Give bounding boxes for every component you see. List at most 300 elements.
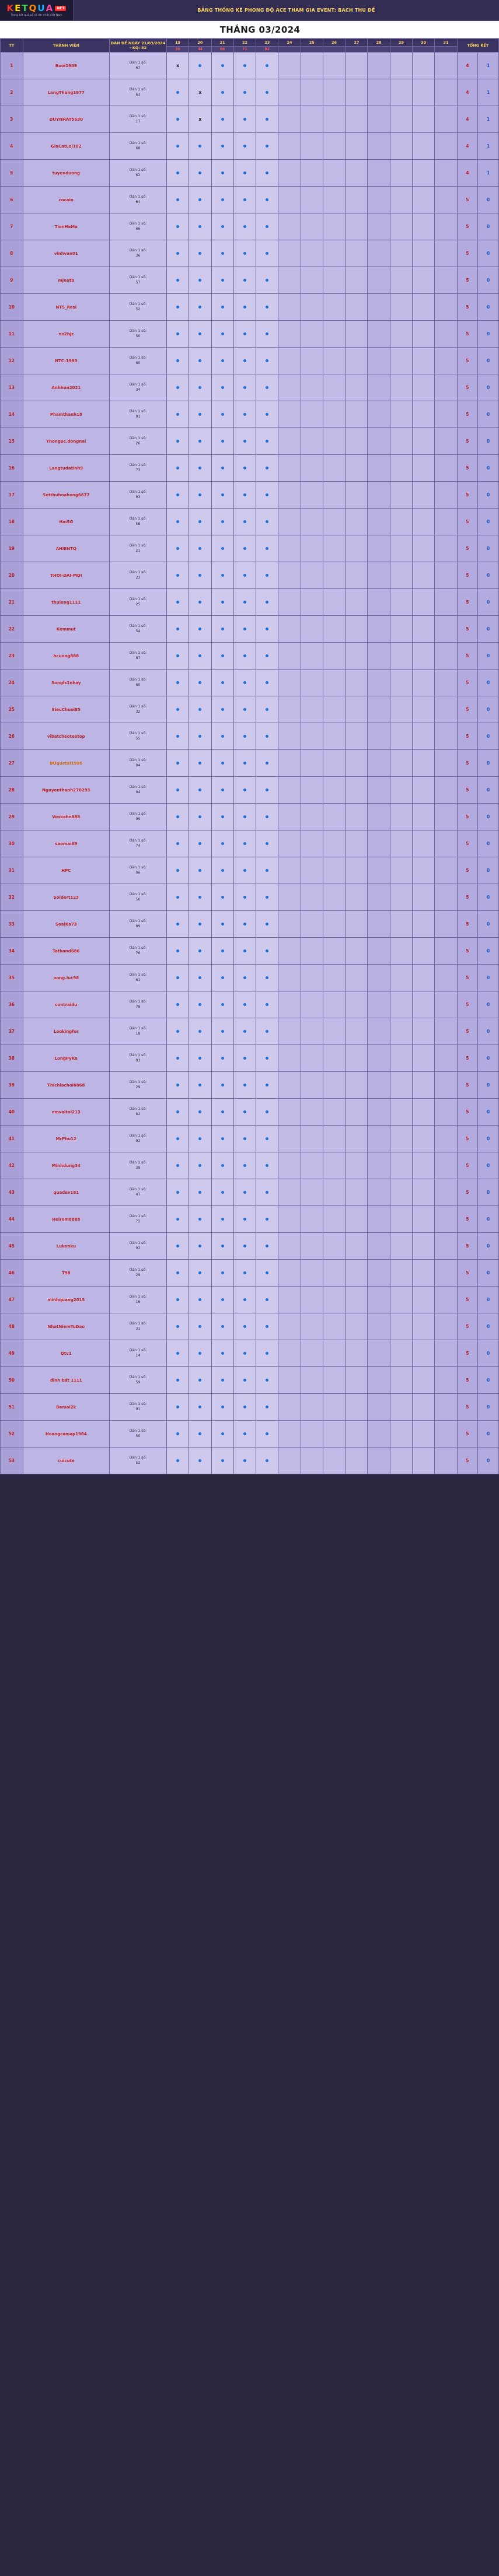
day-cell[interactable] bbox=[323, 321, 345, 348]
day-cell[interactable] bbox=[166, 401, 189, 428]
day-cell[interactable] bbox=[166, 106, 189, 133]
day-cell[interactable] bbox=[278, 52, 301, 79]
day-cell[interactable] bbox=[256, 750, 278, 777]
day-cell[interactable] bbox=[390, 1340, 412, 1367]
day-cell[interactable] bbox=[256, 696, 278, 723]
day-cell[interactable] bbox=[189, 1260, 211, 1287]
day-cell[interactable] bbox=[166, 428, 189, 455]
day-cell[interactable] bbox=[413, 884, 435, 911]
day-cell[interactable] bbox=[166, 562, 189, 589]
member-name[interactable]: quadev181 bbox=[23, 1179, 109, 1206]
day-cell[interactable] bbox=[301, 1126, 323, 1152]
day-cell[interactable] bbox=[368, 884, 390, 911]
day-cell[interactable] bbox=[189, 213, 211, 240]
day-cell[interactable] bbox=[323, 1313, 345, 1340]
day-cell[interactable] bbox=[211, 1313, 233, 1340]
day-cell[interactable] bbox=[166, 374, 189, 401]
member-name[interactable]: cocain bbox=[23, 187, 109, 213]
member-name[interactable]: Buoi1989 bbox=[23, 52, 109, 79]
day-cell[interactable] bbox=[413, 1340, 435, 1367]
day-cell[interactable] bbox=[368, 1206, 390, 1233]
day-cell[interactable] bbox=[435, 830, 457, 857]
day-cell[interactable] bbox=[346, 321, 368, 348]
day-cell[interactable] bbox=[233, 1340, 256, 1367]
day-cell[interactable] bbox=[413, 1206, 435, 1233]
day-cell[interactable] bbox=[301, 589, 323, 616]
day-cell[interactable] bbox=[368, 1287, 390, 1313]
day-cell[interactable] bbox=[368, 267, 390, 294]
day-cell[interactable] bbox=[413, 321, 435, 348]
day-cell[interactable] bbox=[233, 401, 256, 428]
day-cell[interactable] bbox=[166, 213, 189, 240]
day-cell[interactable] bbox=[301, 348, 323, 374]
day-cell[interactable] bbox=[256, 374, 278, 401]
day-cell[interactable] bbox=[189, 160, 211, 187]
day-cell[interactable] bbox=[233, 911, 256, 938]
day-cell[interactable] bbox=[435, 374, 457, 401]
day-cell[interactable] bbox=[301, 428, 323, 455]
day-cell[interactable] bbox=[413, 643, 435, 670]
day-cell[interactable] bbox=[435, 240, 457, 267]
day-cell[interactable] bbox=[166, 1152, 189, 1179]
day-cell[interactable] bbox=[166, 884, 189, 911]
day-cell[interactable] bbox=[435, 1448, 457, 1474]
day-cell[interactable] bbox=[211, 455, 233, 482]
day-cell[interactable] bbox=[390, 1394, 412, 1421]
day-cell[interactable] bbox=[323, 482, 345, 509]
day-cell[interactable] bbox=[211, 374, 233, 401]
day-cell[interactable] bbox=[166, 1126, 189, 1152]
day-cell[interactable] bbox=[323, 670, 345, 696]
day-cell[interactable] bbox=[233, 1018, 256, 1045]
day-cell[interactable] bbox=[166, 482, 189, 509]
day-cell[interactable] bbox=[346, 938, 368, 965]
day-cell[interactable] bbox=[323, 187, 345, 213]
member-name[interactable]: oong.luc98 bbox=[23, 965, 109, 991]
day-cell[interactable] bbox=[390, 965, 412, 991]
day-cell[interactable] bbox=[413, 1448, 435, 1474]
day-cell[interactable] bbox=[368, 777, 390, 804]
member-name[interactable]: Hoangcamap1984 bbox=[23, 1421, 109, 1448]
member-name[interactable]: LangThang1977 bbox=[23, 79, 109, 106]
day-cell[interactable] bbox=[435, 482, 457, 509]
day-cell[interactable] bbox=[211, 884, 233, 911]
day-cell[interactable] bbox=[166, 1179, 189, 1206]
day-cell[interactable] bbox=[189, 696, 211, 723]
day-cell[interactable] bbox=[390, 1099, 412, 1126]
member-name[interactable]: NT5_Rasi bbox=[23, 294, 109, 321]
day-cell[interactable] bbox=[233, 616, 256, 643]
day-cell[interactable] bbox=[166, 589, 189, 616]
day-cell[interactable] bbox=[189, 643, 211, 670]
day-cell[interactable] bbox=[413, 401, 435, 428]
day-cell[interactable] bbox=[346, 750, 368, 777]
day-cell[interactable] bbox=[368, 455, 390, 482]
day-cell[interactable] bbox=[166, 133, 189, 160]
day-cell[interactable] bbox=[278, 723, 301, 750]
day-cell[interactable] bbox=[346, 1340, 368, 1367]
day-cell[interactable] bbox=[278, 1045, 301, 1072]
day-cell[interactable] bbox=[390, 1421, 412, 1448]
day-cell[interactable] bbox=[301, 1287, 323, 1313]
day-cell[interactable] bbox=[233, 1448, 256, 1474]
day-cell[interactable] bbox=[368, 696, 390, 723]
day-cell[interactable] bbox=[368, 240, 390, 267]
day-cell[interactable] bbox=[233, 723, 256, 750]
day-cell[interactable] bbox=[256, 321, 278, 348]
day-cell[interactable] bbox=[413, 348, 435, 374]
day-cell[interactable] bbox=[211, 321, 233, 348]
day-cell[interactable] bbox=[323, 1152, 345, 1179]
day-cell[interactable] bbox=[435, 428, 457, 455]
day-cell[interactable] bbox=[278, 321, 301, 348]
day-cell[interactable] bbox=[368, 401, 390, 428]
day-cell[interactable] bbox=[278, 938, 301, 965]
day-cell[interactable] bbox=[323, 401, 345, 428]
day-cell[interactable] bbox=[233, 991, 256, 1018]
day-cell[interactable] bbox=[278, 348, 301, 374]
day-cell[interactable] bbox=[301, 1045, 323, 1072]
day-cell[interactable] bbox=[435, 1099, 457, 1126]
member-name[interactable]: GiaCatLoi102 bbox=[23, 133, 109, 160]
day-cell[interactable] bbox=[233, 455, 256, 482]
day-cell[interactable] bbox=[390, 1367, 412, 1394]
day-cell[interactable] bbox=[413, 1367, 435, 1394]
day-cell[interactable] bbox=[413, 240, 435, 267]
day-cell[interactable] bbox=[390, 213, 412, 240]
day-cell[interactable] bbox=[233, 1287, 256, 1313]
day-cell[interactable] bbox=[301, 1179, 323, 1206]
day-cell[interactable] bbox=[390, 428, 412, 455]
member-name[interactable]: DUYNHAT5530 bbox=[23, 106, 109, 133]
day-cell[interactable] bbox=[301, 643, 323, 670]
day-cell[interactable] bbox=[256, 1367, 278, 1394]
day-cell[interactable] bbox=[435, 777, 457, 804]
day-cell[interactable] bbox=[390, 1152, 412, 1179]
day-cell[interactable] bbox=[166, 1099, 189, 1126]
day-cell[interactable] bbox=[413, 428, 435, 455]
day-cell[interactable] bbox=[233, 240, 256, 267]
day-cell[interactable] bbox=[301, 321, 323, 348]
member-name[interactable]: Thichlachoi6868 bbox=[23, 1072, 109, 1099]
day-cell[interactable] bbox=[368, 750, 390, 777]
day-cell[interactable] bbox=[211, 348, 233, 374]
day-cell[interactable] bbox=[301, 884, 323, 911]
day-cell[interactable] bbox=[413, 1313, 435, 1340]
member-name[interactable]: Kemmut bbox=[23, 616, 109, 643]
day-cell[interactable] bbox=[166, 535, 189, 562]
day-cell[interactable] bbox=[435, 1367, 457, 1394]
day-cell[interactable] bbox=[256, 670, 278, 696]
day-cell[interactable] bbox=[233, 428, 256, 455]
day-cell[interactable] bbox=[368, 991, 390, 1018]
day-cell[interactable] bbox=[233, 1152, 256, 1179]
day-cell[interactable] bbox=[390, 696, 412, 723]
day-cell[interactable] bbox=[233, 857, 256, 884]
member-name[interactable]: Minhdung34 bbox=[23, 1152, 109, 1179]
day-cell[interactable] bbox=[346, 428, 368, 455]
day-cell[interactable] bbox=[323, 240, 345, 267]
day-cell[interactable] bbox=[278, 187, 301, 213]
day-cell[interactable] bbox=[413, 1072, 435, 1099]
day-cell[interactable] bbox=[189, 294, 211, 321]
member-name[interactable]: Bemai2k bbox=[23, 1394, 109, 1421]
day-cell[interactable] bbox=[189, 857, 211, 884]
day-cell[interactable] bbox=[211, 723, 233, 750]
day-cell[interactable] bbox=[323, 1206, 345, 1233]
day-cell[interactable] bbox=[301, 1260, 323, 1287]
member-name[interactable]: contraidu bbox=[23, 991, 109, 1018]
day-cell[interactable] bbox=[413, 1099, 435, 1126]
day-cell[interactable] bbox=[301, 938, 323, 965]
member-name[interactable]: Tathand686 bbox=[23, 938, 109, 965]
day-cell[interactable] bbox=[166, 777, 189, 804]
day-cell[interactable] bbox=[413, 213, 435, 240]
day-cell[interactable] bbox=[166, 455, 189, 482]
day-cell[interactable] bbox=[346, 804, 368, 830]
day-cell[interactable] bbox=[346, 1072, 368, 1099]
day-cell[interactable] bbox=[211, 562, 233, 589]
day-cell[interactable] bbox=[346, 1287, 368, 1313]
day-cell[interactable] bbox=[323, 213, 345, 240]
day-cell[interactable] bbox=[189, 79, 211, 106]
member-name[interactable]: tuyenduong bbox=[23, 160, 109, 187]
day-cell[interactable] bbox=[368, 562, 390, 589]
day-cell[interactable] bbox=[413, 777, 435, 804]
day-cell[interactable] bbox=[211, 1340, 233, 1367]
day-cell[interactable] bbox=[435, 1287, 457, 1313]
day-cell[interactable] bbox=[301, 830, 323, 857]
day-cell[interactable] bbox=[166, 1367, 189, 1394]
day-cell[interactable] bbox=[413, 804, 435, 830]
day-cell[interactable] bbox=[256, 348, 278, 374]
member-name[interactable]: đỉnh bát 1111 bbox=[23, 1367, 109, 1394]
day-cell[interactable] bbox=[390, 857, 412, 884]
day-cell[interactable] bbox=[413, 1018, 435, 1045]
day-cell[interactable] bbox=[346, 455, 368, 482]
day-cell[interactable] bbox=[390, 1018, 412, 1045]
day-cell[interactable] bbox=[390, 509, 412, 535]
day-cell[interactable] bbox=[189, 777, 211, 804]
member-name[interactable]: AHIENTQ bbox=[23, 535, 109, 562]
day-cell[interactable] bbox=[233, 1045, 256, 1072]
day-cell[interactable] bbox=[323, 643, 345, 670]
day-cell[interactable] bbox=[233, 213, 256, 240]
day-cell[interactable] bbox=[278, 562, 301, 589]
day-cell[interactable] bbox=[256, 1045, 278, 1072]
day-cell[interactable] bbox=[368, 1018, 390, 1045]
day-cell[interactable] bbox=[256, 1179, 278, 1206]
day-cell[interactable] bbox=[368, 723, 390, 750]
day-cell[interactable] bbox=[278, 455, 301, 482]
day-cell[interactable] bbox=[211, 401, 233, 428]
day-cell[interactable] bbox=[166, 1421, 189, 1448]
day-cell[interactable] bbox=[256, 911, 278, 938]
day-cell[interactable] bbox=[413, 991, 435, 1018]
member-name[interactable]: NTC-1993 bbox=[23, 348, 109, 374]
day-cell[interactable] bbox=[256, 1018, 278, 1045]
day-cell[interactable] bbox=[233, 160, 256, 187]
day-cell[interactable] bbox=[323, 938, 345, 965]
day-cell[interactable] bbox=[323, 1233, 345, 1260]
day-cell[interactable] bbox=[211, 696, 233, 723]
day-cell[interactable] bbox=[301, 1340, 323, 1367]
day-cell[interactable] bbox=[278, 509, 301, 535]
day-cell[interactable] bbox=[390, 750, 412, 777]
day-cell[interactable] bbox=[256, 938, 278, 965]
day-cell[interactable] bbox=[301, 1233, 323, 1260]
member-name[interactable]: Qtv1 bbox=[23, 1340, 109, 1367]
day-cell[interactable] bbox=[368, 535, 390, 562]
member-name[interactable]: Setthuhoahong6677 bbox=[23, 482, 109, 509]
day-cell[interactable] bbox=[390, 1045, 412, 1072]
day-cell[interactable] bbox=[368, 1179, 390, 1206]
day-cell[interactable] bbox=[346, 616, 368, 643]
day-cell[interactable] bbox=[211, 777, 233, 804]
day-cell[interactable] bbox=[323, 589, 345, 616]
day-cell[interactable] bbox=[323, 1448, 345, 1474]
day-cell[interactable] bbox=[278, 589, 301, 616]
day-cell[interactable] bbox=[233, 589, 256, 616]
day-cell[interactable] bbox=[413, 562, 435, 589]
day-cell[interactable] bbox=[390, 187, 412, 213]
day-cell[interactable] bbox=[189, 535, 211, 562]
day-cell[interactable] bbox=[435, 723, 457, 750]
day-cell[interactable] bbox=[368, 643, 390, 670]
day-cell[interactable] bbox=[413, 670, 435, 696]
day-cell[interactable] bbox=[413, 374, 435, 401]
day-cell[interactable] bbox=[189, 428, 211, 455]
day-cell[interactable] bbox=[346, 857, 368, 884]
day-cell[interactable] bbox=[346, 965, 368, 991]
day-cell[interactable] bbox=[256, 428, 278, 455]
day-cell[interactable] bbox=[346, 589, 368, 616]
day-cell[interactable] bbox=[166, 267, 189, 294]
day-cell[interactable] bbox=[233, 321, 256, 348]
day-cell[interactable] bbox=[435, 455, 457, 482]
day-cell[interactable] bbox=[256, 187, 278, 213]
day-cell[interactable] bbox=[278, 79, 301, 106]
day-cell[interactable] bbox=[346, 482, 368, 509]
member-name[interactable]: HaiSG bbox=[23, 509, 109, 535]
day-cell[interactable] bbox=[346, 1152, 368, 1179]
day-cell[interactable] bbox=[390, 830, 412, 857]
day-cell[interactable] bbox=[211, 106, 233, 133]
day-cell[interactable] bbox=[166, 830, 189, 857]
day-cell[interactable] bbox=[435, 562, 457, 589]
day-cell[interactable] bbox=[413, 938, 435, 965]
day-cell[interactable] bbox=[413, 1287, 435, 1313]
day-cell[interactable] bbox=[166, 965, 189, 991]
day-cell[interactable] bbox=[256, 1421, 278, 1448]
day-cell[interactable] bbox=[189, 401, 211, 428]
member-name[interactable]: Anhhun2021 bbox=[23, 374, 109, 401]
day-cell[interactable] bbox=[211, 79, 233, 106]
day-cell[interactable] bbox=[413, 723, 435, 750]
day-cell[interactable] bbox=[301, 1152, 323, 1179]
member-name[interactable]: hcuong888 bbox=[23, 643, 109, 670]
day-cell[interactable] bbox=[323, 1340, 345, 1367]
day-cell[interactable] bbox=[189, 1206, 211, 1233]
day-cell[interactable] bbox=[233, 482, 256, 509]
day-cell[interactable] bbox=[166, 1340, 189, 1367]
day-cell[interactable] bbox=[256, 1340, 278, 1367]
day-cell[interactable] bbox=[256, 884, 278, 911]
member-name[interactable]: Soidert123 bbox=[23, 884, 109, 911]
day-cell[interactable] bbox=[390, 1287, 412, 1313]
day-cell[interactable] bbox=[346, 830, 368, 857]
day-cell[interactable] bbox=[323, 723, 345, 750]
day-cell[interactable] bbox=[256, 1126, 278, 1152]
day-cell[interactable] bbox=[435, 1260, 457, 1287]
day-cell[interactable] bbox=[211, 1152, 233, 1179]
day-cell[interactable] bbox=[390, 374, 412, 401]
day-cell[interactable] bbox=[301, 804, 323, 830]
day-cell[interactable] bbox=[390, 911, 412, 938]
day-cell[interactable] bbox=[278, 670, 301, 696]
day-cell[interactable] bbox=[256, 1152, 278, 1179]
day-cell[interactable] bbox=[323, 911, 345, 938]
day-cell[interactable] bbox=[301, 1367, 323, 1394]
day-cell[interactable] bbox=[211, 160, 233, 187]
day-cell[interactable] bbox=[256, 52, 278, 79]
day-cell[interactable] bbox=[211, 1260, 233, 1287]
day-cell[interactable] bbox=[166, 643, 189, 670]
day-cell[interactable] bbox=[211, 804, 233, 830]
day-cell[interactable] bbox=[189, 509, 211, 535]
day-cell[interactable] bbox=[278, 1179, 301, 1206]
day-cell[interactable] bbox=[278, 1018, 301, 1045]
day-cell[interactable] bbox=[233, 938, 256, 965]
day-cell[interactable] bbox=[413, 187, 435, 213]
day-cell[interactable] bbox=[211, 938, 233, 965]
day-cell[interactable] bbox=[435, 965, 457, 991]
day-cell[interactable] bbox=[323, 455, 345, 482]
day-cell[interactable] bbox=[435, 884, 457, 911]
day-cell[interactable] bbox=[233, 965, 256, 991]
day-cell[interactable] bbox=[323, 562, 345, 589]
day-cell[interactable] bbox=[346, 79, 368, 106]
day-cell[interactable] bbox=[166, 187, 189, 213]
member-name[interactable]: BOquetai1990 bbox=[23, 750, 109, 777]
day-cell[interactable] bbox=[413, 1260, 435, 1287]
day-cell[interactable] bbox=[301, 374, 323, 401]
day-cell[interactable] bbox=[346, 52, 368, 79]
member-name[interactable]: minhquang2015 bbox=[23, 1287, 109, 1313]
day-cell[interactable] bbox=[278, 1152, 301, 1179]
day-cell[interactable] bbox=[278, 616, 301, 643]
day-cell[interactable] bbox=[323, 1260, 345, 1287]
day-cell[interactable] bbox=[211, 1448, 233, 1474]
day-cell[interactable] bbox=[189, 1018, 211, 1045]
day-cell[interactable] bbox=[368, 348, 390, 374]
day-cell[interactable] bbox=[368, 1260, 390, 1287]
day-cell[interactable] bbox=[368, 482, 390, 509]
day-cell[interactable] bbox=[166, 160, 189, 187]
day-cell[interactable] bbox=[189, 1313, 211, 1340]
day-cell[interactable] bbox=[301, 52, 323, 79]
day-cell[interactable] bbox=[301, 187, 323, 213]
day-cell[interactable] bbox=[435, 401, 457, 428]
day-cell[interactable] bbox=[368, 616, 390, 643]
day-cell[interactable] bbox=[278, 1072, 301, 1099]
day-cell[interactable] bbox=[211, 240, 233, 267]
day-cell[interactable] bbox=[278, 1367, 301, 1394]
day-cell[interactable] bbox=[166, 1233, 189, 1260]
day-cell[interactable] bbox=[211, 1099, 233, 1126]
day-cell[interactable] bbox=[368, 509, 390, 535]
day-cell[interactable] bbox=[256, 965, 278, 991]
